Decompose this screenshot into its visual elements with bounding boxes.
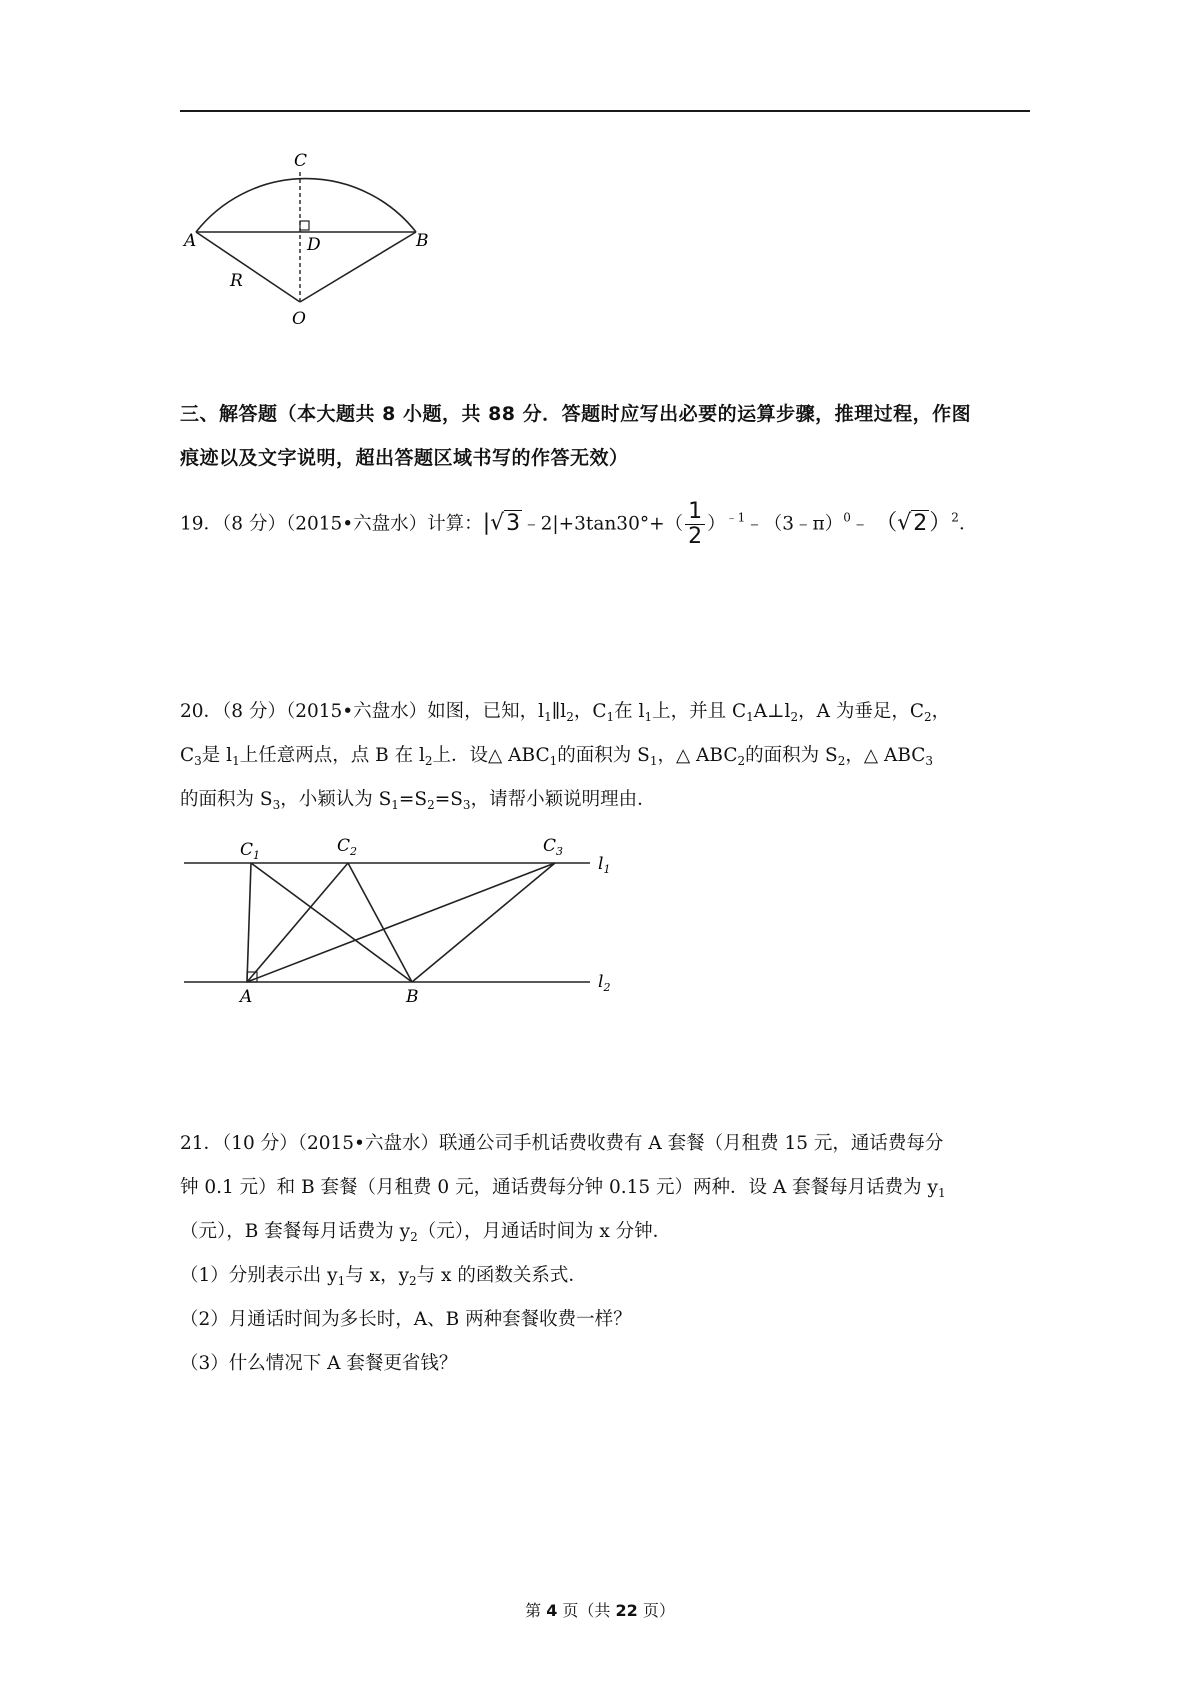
q21-part1: （1）分别表示出 $y_1$与 x，$y_2$与 x 的函数关系式． (180, 1265, 587, 1288)
arc-ab (196, 179, 416, 232)
q19-after-sqrt3: ﹣2|+3tan30°+（ (522, 513, 684, 535)
label-d: D (307, 235, 321, 255)
label-l2: $l_2$ (598, 972, 611, 994)
q19-exp1: ﹣1 (725, 510, 746, 525)
arc-figure (180, 150, 440, 330)
q21-part3: （3）什么情况下 A 套餐更省钱？ (180, 1353, 458, 1374)
label-c: C (294, 151, 308, 171)
label-l1: $l_1$ (598, 854, 611, 876)
q21-line1: 21．（10 分）（2015•六盘水）联通公司手机话费收费有 A 套餐（月租费 15 元，通话费每分 (180, 1133, 944, 1154)
question-19 (180, 500, 977, 549)
page-number: 4 (546, 1601, 558, 1620)
q20-line1: 20．（8 分）（2015•六盘水）如图，已知，$l_1\parallel l_2$，$C_1$在 $l_1$上，并且 $C_1A\perp l_2$，A 为垂足，$C_2$， (180, 701, 951, 724)
question-21 (180, 1122, 1030, 1386)
header-rule (180, 110, 1030, 112)
section-title (180, 392, 1030, 480)
segment-c1b (251, 863, 412, 982)
q19-fraction: $\frac{1}{2}$ (685, 500, 705, 549)
total-pages: 22 (615, 1601, 638, 1620)
q21-line3: （元），B 套餐每月话费为 $y_2$（元），月通话时间为 x 分钟． (180, 1221, 672, 1244)
radius-ao (196, 232, 300, 302)
label-c2: $C_2$ (337, 836, 358, 858)
segment-c3a (247, 863, 555, 982)
label-b2: B (406, 987, 419, 1007)
label-r: R (230, 271, 243, 291)
q19-mid: ﹣（3﹣π） (745, 513, 844, 535)
question-20 (180, 690, 1030, 822)
q19-sqrt3: √3 (490, 510, 521, 536)
q21-line2: 钟 0.1 元）和 B 套餐（月租费 0 元，通话费每分钟 0.15 元）两种．设 A 套餐每月话费为 $y_1$ (180, 1177, 946, 1200)
q19-prefix: 19．（8 分）（2015•六盘水）计算： (180, 513, 483, 535)
segment-c1a (247, 863, 251, 982)
q19-exp2: 0 (843, 510, 851, 525)
q19-close1: ） (707, 513, 726, 535)
parallel-lines-figure (180, 825, 620, 1015)
q21-part2: （2）月通话时间为多长时，A、B 两种套餐收费一样？ (180, 1309, 632, 1330)
label-o: O (292, 309, 306, 329)
segment-c3b (412, 863, 555, 982)
q20-line2: $C_3$是 $l_1$上任意两点，点 B 在 $l_2$上．设△ $ABC_1$的面积为 $S_1$，△ $ABC_2$的面积为 $S_2$，△ $ABC_3$ (180, 745, 934, 768)
q19-exp3: 2 (951, 510, 959, 525)
segment-c2a (247, 863, 348, 982)
label-a2: A (240, 987, 253, 1007)
q19-minus: ﹣ (850, 513, 870, 535)
page-footer: 第 4 页（共 22 页） (525, 1601, 675, 1620)
q19-abs-open: | (482, 510, 491, 536)
label-b: B (416, 231, 429, 251)
right-angle-mark (300, 221, 309, 230)
q19-sqrt2-group: （√2） (875, 510, 952, 536)
q20-line3: 的面积为 $S_3$，小颖认为 $S_1=S_2=S_3$，请帮小颖说明理由． (180, 789, 656, 812)
label-a: A (184, 231, 197, 251)
label-c1: $C_1$ (240, 840, 261, 862)
q19-end: ． (958, 513, 978, 535)
section-title-line2: 痕迹以及文字说明，超出答题区域书写的作答无效） (180, 447, 629, 469)
section-title-line1: 三、解答题（本大题共 8 小题，共 88 分．答题时应写出必要的运算步骤，推理过程，作图 (180, 403, 972, 425)
label-c3: $C_3$ (543, 836, 564, 858)
